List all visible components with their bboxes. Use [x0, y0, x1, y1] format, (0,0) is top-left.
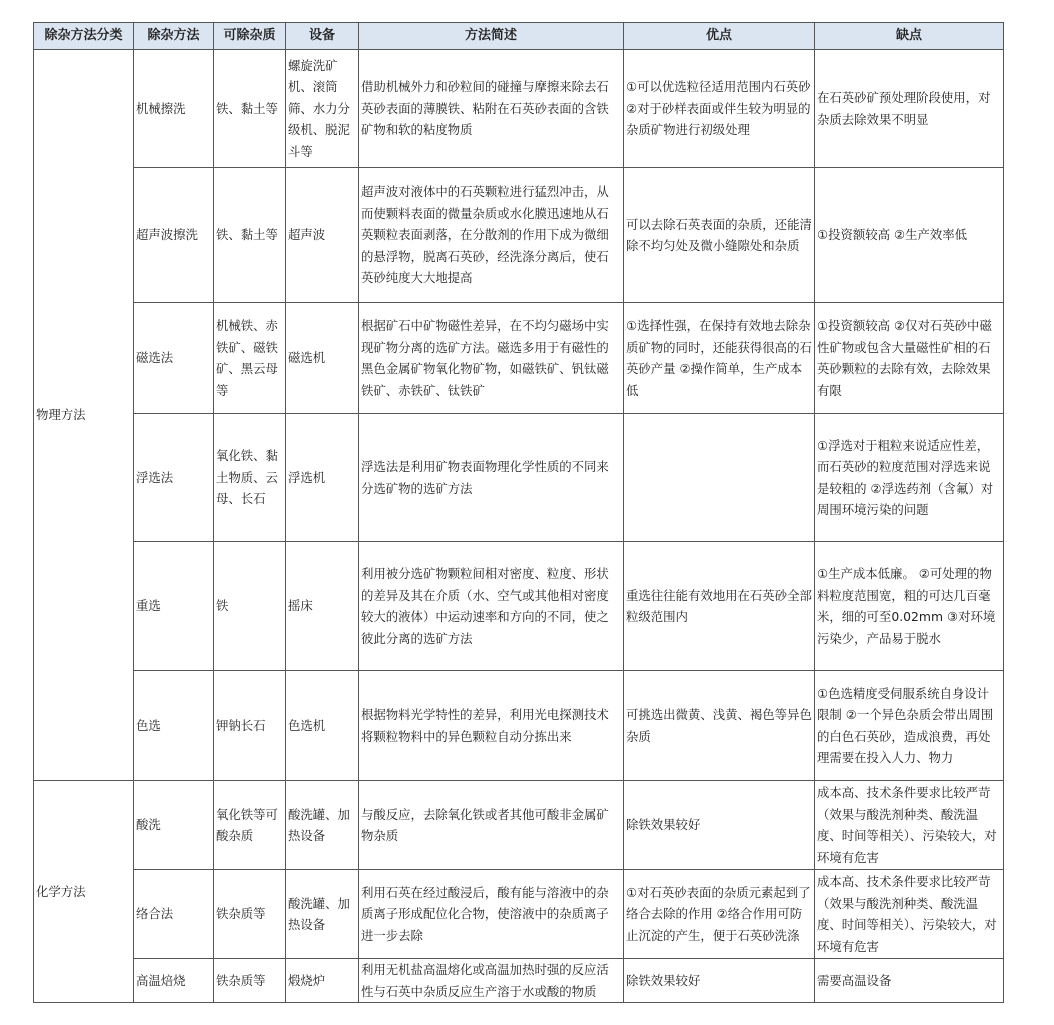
equipment-cell: 超声波: [286, 168, 359, 303]
impurity-cell: 铁杂质等: [214, 870, 286, 959]
header-pros: 优点: [624, 23, 815, 50]
method-cell: 络合法: [134, 870, 214, 959]
impurity-cell: 铁、黏土等: [214, 168, 286, 303]
impurity-cell: 铁杂质等: [214, 959, 286, 1003]
category-cell: 物理方法: [34, 50, 134, 781]
equipment-cell: 酸洗罐、加热设备: [286, 781, 359, 870]
method-cell: 磁选法: [134, 303, 214, 414]
method-cell: 浮选法: [134, 414, 214, 542]
header-cons: 缺点: [815, 23, 1004, 50]
cons-cell: ①投资额较高 ②生产效率低: [815, 168, 1004, 303]
description-cell: 根据物料光学特性的差异，利用光电探测技术将颗粒物料中的异色颗粒自动分拣出来: [359, 671, 624, 781]
pros-cell: 重选往往能有效地用在石英砂全部粒级范围内: [624, 542, 815, 671]
impurity-cell: 氧化铁等可酸杂质: [214, 781, 286, 870]
pros-cell: ①对石英砂表面的杂质元素起到了络合去除的作用 ②络合作用可防止沉淀的产生，便于石英砂洗涤: [624, 870, 815, 959]
pros-cell: [624, 414, 815, 542]
cons-cell: 需要高温设备: [815, 959, 1004, 1003]
equipment-cell: 酸洗罐、加热设备: [286, 870, 359, 959]
table-row: [34, 168, 1004, 303]
equipment-cell: 色选机: [286, 671, 359, 781]
table-row: [34, 671, 1004, 781]
cons-cell: ①生产成本低廉。 ②可处理的物料粒度范围宽，粗的可达几百毫米，细的可至0.02mm ③对环境污染少，产品易于脱水: [815, 542, 1004, 671]
impurity-removal-table: [33, 22, 1004, 1003]
table-row: [34, 50, 1004, 168]
table-row: [34, 781, 1004, 870]
pros-cell: 可以去除石英表面的杂质，还能清除不均匀处及微小缝隙处和杂质: [624, 168, 815, 303]
description-cell: 借助机械外力和砂粒间的碰撞与摩擦来除去石英砂表面的薄膜铁、粘附在石英砂表面的含铁矿物和软的粘度物质: [359, 50, 624, 168]
header-row: [34, 23, 1004, 50]
table-row: [34, 959, 1004, 1003]
description-cell: 超声波对液体中的石英颗粒进行猛烈冲击，从而使颗料表面的微量杂质或水化膜迅速地从石英颗粒表面剥落，在分散剂的作用下成为微细的悬浮物，脱离石英砂，经洗涤分离后，使石英砂纯度大大地提高: [359, 168, 624, 303]
cons-cell: 在石英砂矿预处理阶段使用，对杂质去除效果不明显: [815, 50, 1004, 168]
header-method: 除杂方法: [134, 23, 214, 50]
equipment-cell: 摇床: [286, 542, 359, 671]
description-cell: 利用被分选矿物颗粒间相对密度、粒度、形状的差异及其在介质（水、空气或其他相对密度较大的液体）中运动速率和方向的不同，使之彼此分离的选矿方法: [359, 542, 624, 671]
impurity-cell: 铁: [214, 542, 286, 671]
equipment-cell: 煅烧炉: [286, 959, 359, 1003]
cons-cell: ①浮选对于粗粒来说适应性差，而石英砂的粒度范围对浮选来说是较粗的 ②浮选药剂（含氟）对周围环境污染的问题: [815, 414, 1004, 542]
method-cell: 酸洗: [134, 781, 214, 870]
header-equipment: 设备: [286, 23, 359, 50]
description-cell: 利用无机盐高温熔化或高温加热时强的反应活性与石英中杂质反应生产溶于水或酸的物质: [359, 959, 624, 1003]
pros-cell: 除铁效果较好: [624, 959, 815, 1003]
impurity-cell: 氧化铁、黏土物质、云母、长石: [214, 414, 286, 542]
impurity-cell: 钾钠长石: [214, 671, 286, 781]
pros-cell: 除铁效果较好: [624, 781, 815, 870]
description-cell: 根据矿石中矿物磁性差异，在不均匀磁场中实现矿物分离的选矿方法。磁选多用于有磁性的黑色金属矿物氧化物矿物，如磁铁矿、钒钛磁铁矿、赤铁矿、钛铁矿: [359, 303, 624, 414]
header-description: 方法简述: [359, 23, 624, 50]
method-cell: 重选: [134, 542, 214, 671]
equipment-cell: 磁选机: [286, 303, 359, 414]
table-row: [34, 414, 1004, 542]
equipment-cell: 螺旋洗矿机、滚筒筛、水力分级机、脱泥斗等: [286, 50, 359, 168]
cons-cell: ①色选精度受伺服系统自身设计限制 ②一个异色杂质会带出周围的白色石英砂，造成浪费，再处理需要在投入人力、物力: [815, 671, 1004, 781]
description-cell: 浮选法是利用矿物表面物理化学性质的不同来分选矿物的选矿方法: [359, 414, 624, 542]
table-row: [34, 542, 1004, 671]
impurity-cell: 机械铁、赤铁矿、磁铁矿、黑云母等: [214, 303, 286, 414]
pros-cell: 可挑选出微黄、浅黄、褐色等异色杂质: [624, 671, 815, 781]
header-category: 除杂方法分类: [34, 23, 134, 50]
table-row: [34, 303, 1004, 414]
cons-cell: ①投资额较高 ②仅对石英砂中磁性矿物或包含大量磁性矿相的石英砂颗粒的去除有效，去除效果有限: [815, 303, 1004, 414]
equipment-cell: 浮选机: [286, 414, 359, 542]
table-row: [34, 870, 1004, 959]
description-cell: 利用石英在经过酸浸后，酸有能与溶液中的杂质离子形成配位化合物，使溶液中的杂质离子进一步去除: [359, 870, 624, 959]
header-impurity: 可除杂质: [214, 23, 286, 50]
pros-cell: ①可以优选粒径适用范围内石英砂 ②对于砂样表面或伴生较为明显的杂质矿物进行初级处理: [624, 50, 815, 168]
method-cell: 机械擦洗: [134, 50, 214, 168]
cons-cell: 成本高、技术条件要求比较严苛（效果与酸洗剂种类、酸洗温度、时间等相关）、污染较大，对环境有危害: [815, 781, 1004, 870]
impurity-cell: 铁、黏土等: [214, 50, 286, 168]
description-cell: 与酸反应，去除氧化铁或者其他可酸非金属矿物杂质: [359, 781, 624, 870]
cons-cell: 成本高、技术条件要求比较严苛（效果与酸洗剂种类、酸洗温度、时间等相关）、污染较大，对环境有危害: [815, 870, 1004, 959]
category-cell: 化学方法: [34, 781, 134, 1003]
method-cell: 高温焙烧: [134, 959, 214, 1003]
pros-cell: ①选择性强，在保持有效地去除杂质矿物的同时，还能获得很高的石英砂产量 ②操作简单，生产成本低: [624, 303, 815, 414]
method-cell: 色选: [134, 671, 214, 781]
method-cell: 超声波擦洗: [134, 168, 214, 303]
